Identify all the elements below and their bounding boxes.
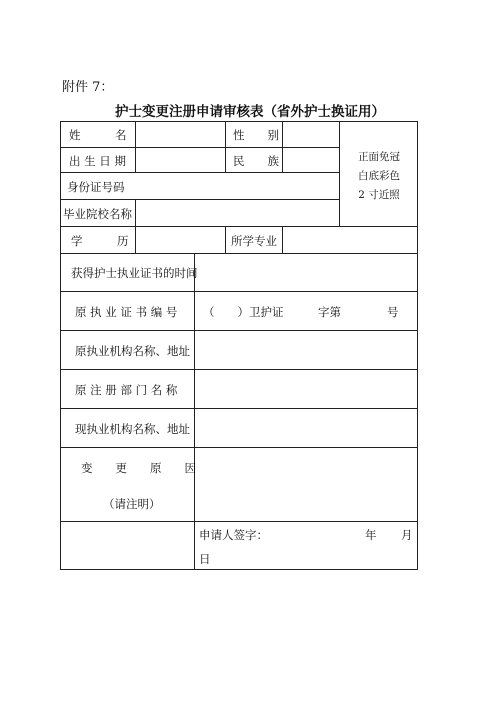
education-label: 学 历 [71, 234, 129, 248]
orig-cert-number-field[interactable]: （ ）卫护证 字第 号 [203, 305, 399, 319]
photo-instruction-line: 正面免冠 [358, 151, 400, 163]
id-number-label: 身份证号码 [67, 180, 125, 194]
reason-note: （请注明） [103, 497, 161, 511]
photo-placeholder[interactable] [339, 148, 419, 205]
ethnicity-input[interactable] [283, 148, 339, 172]
month-label: 月 [401, 528, 413, 542]
school-label: 毕业院校名称 [63, 207, 132, 221]
signature-label: 申请人签字： [199, 528, 268, 542]
birth-date-label: 出 生 日 期 [69, 154, 126, 168]
gender-label: 性 别 [233, 128, 279, 142]
reason-label: 变 更 原 因 [81, 461, 196, 475]
orig-org-input[interactable] [195, 331, 417, 369]
orig-org-label: 原执业机构名称、地址 [75, 344, 190, 358]
birth-date-input[interactable] [136, 148, 225, 172]
photo-instruction-line: 白底彩色 [358, 170, 400, 182]
orig-dept-label: 原 注 册 部 门 名 称 [75, 383, 178, 397]
attachment-label: 附件 7： [62, 80, 114, 95]
registration-form-table [60, 121, 418, 570]
major-input[interactable] [283, 227, 417, 253]
col-divider [225, 226, 226, 253]
cert-time-input[interactable] [195, 254, 417, 291]
cert-time-label: 获得护士执业证书的时间 [71, 266, 198, 280]
col-divider [225, 122, 226, 172]
year-label: 年 [365, 528, 377, 542]
major-label: 所学专业 [231, 234, 277, 248]
id-number-input[interactable] [136, 173, 339, 199]
name-input[interactable] [136, 123, 225, 147]
day-label: 日 [199, 552, 211, 566]
form-title: 护士变更注册申请审核表（省外护士换证用） [115, 104, 385, 120]
orig-dept-input[interactable] [195, 370, 417, 408]
education-input[interactable] [136, 227, 225, 253]
school-input[interactable] [136, 200, 339, 226]
name-label: 姓 名 [69, 128, 127, 142]
curr-org-input[interactable] [195, 409, 417, 447]
ethnicity-label: 民 族 [233, 154, 279, 168]
curr-org-label: 现执业机构名称、地址 [75, 422, 190, 436]
gender-input[interactable] [283, 123, 339, 147]
orig-cert-label: 原 执 业 证 书 编 号 [75, 305, 178, 319]
photo-instruction-line: 2 寸近照 [358, 189, 400, 201]
reason-input[interactable] [195, 448, 417, 521]
row-divider [61, 291, 417, 292]
